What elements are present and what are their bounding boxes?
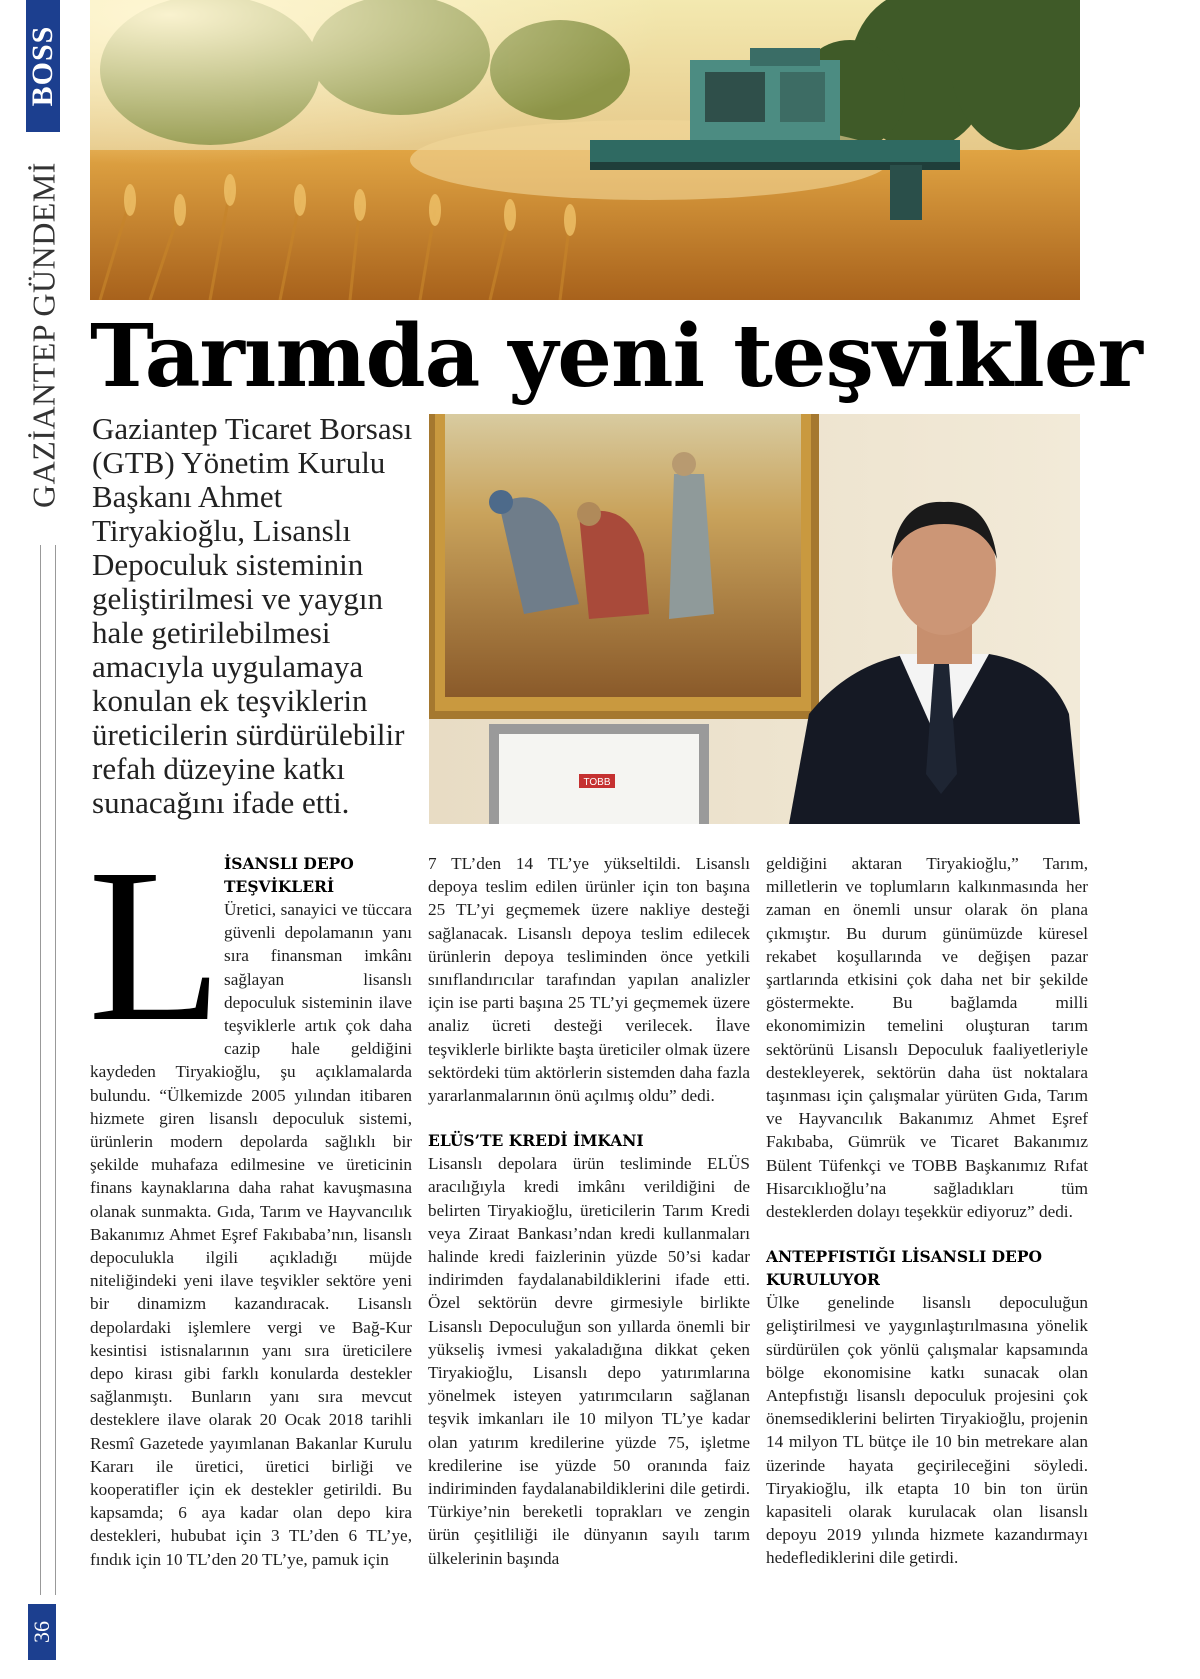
paragraph-continuation: geldiğini aktaran Tiryakioğlu,” Tarım, milletlerin ve toplumların kalkınmasında her zaman en önemli unsur olarak ön plana çıkmıştır. Bu durum günümüzde küresel rekabet koşullarında ve değişen pazar şartlarında etkisini çok daha net bir şekilde göstermekte. Bu bağlamda milli ekonomimizin temelini oluşturan tarım sektörünü Lisanslı Depoculuk faaliyetleriyle destekleyerek, sektörün daha üst noktalara taşınması için çalışmalar yürüten Gıda, Tarım ve Hayvancılık Bakanımız Ahmet Eşref Fakıbaba, Gümrük ve Ticaret Bakanımız Bülent Tüfenkçi ve TOBB Başkanımız Rıfat Hisarcıklıoğlu’na sağladıkları tüm desteklerden dolayı teşekkür ediyoruz” dedi. [766, 854, 1088, 1222]
article-column-2 [428, 852, 750, 1570]
section-body-licensed-depot: Üretici, sanayici ve tüccara güvenli depolamanın yanı sıra finansman imkânı sağlayan lisanslı depoculuk sisteminin ilave teşviklerle artık çok daha cazip hale geldiğini kaydeden Tiryakioğlu, şu açıklamalarda bulundu. “Ülkemizde 2005 yılından itibaren hizmete giren lisanslı depoculuk sistemi, ürünlerin modern depolarda sağlıklı bir şekilde muhafaza edilmesine ve üreticinin finans kaynaklarına daha rahat kavuşmasına olanak sunmakta. Gıda, Tarım ve Hayvancılık Bakanımız Ahmet Eşref Fakıbaba’nın, lisanslı depoculukla ilgili açıkladığı müjde niteliğindeki yeni ilave teşvikler sektöre yeni bir dinamizm kazandıracak. Lisanslı depolardaki işlemlere vergi ve Bağ-Kur kesintisi istisnalarının yanı sıra üreticilere depo kirası gibi farklı konularda destekler sağlanmıştı. Bunların yanı sıra mevcut desteklere ilave olarak 20 Ocak 2018 tarihli Resmî Gazetede yayımlanan Bakanlar Kurulu Kararı ile üretici, üretici birliği ve kooperatifler için ek destekler getirildi. Bu kapsamda; 6 aya kadar olan depo kira destekleri, hububat için 3 TL’den 6 TL’ye, fındık için 10 TL’den 20 TL’ye, pamuk için [90, 900, 412, 1569]
page-number-text: 36 [29, 1621, 54, 1643]
section-body-pistachio-depot: Ülke genelinde lisanslı depoculuğun geliştirilmesi ve yaygınlaştırılmasına yönelik sürdürülen çok yönlü çalışmalar kapsamında bölge ekonomisine katkı sunacak olan Antepfıstığı lisanslı depoculuk projesini çok önemsediklerini belirten Tiryakioğlu, projenin 14 milyon TL bütçe ile 10 bin metrekare alan üzerinde hayata geçirileceğini söyledi. Tiryakioğlu, ilk etapta 10 bin ton ürün kapasiteli olarak kurulacak olan lisanslı depoyu 2019 yılında hizmete kazandırmayı hedeflediklerini dile getirdi. [766, 1293, 1088, 1568]
portrait-photo [429, 414, 1080, 824]
magazine-logo-text: BOSS [26, 25, 59, 107]
section-heading-pistachio-depot: ANTEPFISTIĞI LİSANSLI DEPO KURULUYOR [766, 1247, 1043, 1290]
article-column-1 [88, 823, 412, 1571]
spine-divider [40, 545, 56, 1595]
page-number [28, 1604, 56, 1660]
article-intro: Gaziantep Ticaret Borsası (GTB) Yönetim Kurulu Başkanı Ahmet Tiryakioğlu, Lisanslı Depoculuk sisteminin geliştirilmesi ve yaygın hale getirilebilmesi amacıyla uygulamaya konulan ek teşviklerin üreticilerin sürdürülebilir refah düzeyine katkı sunacağını ifade etti. [92, 411, 413, 820]
drop-cap: L [88, 823, 223, 1067]
magazine-logo [26, 0, 60, 132]
hero-image-harvester [90, 0, 1080, 300]
article-column-3 [766, 852, 1088, 1570]
section-heading-licensed-depot: İSANSLI DEPO TEŞVİKLERİ [224, 854, 354, 896]
page-spine [0, 0, 60, 1679]
plaque-logo-text: TOBB [583, 777, 611, 788]
section-heading-elus-credit: ELÜS’TE KREDİ İMKANI [428, 1131, 644, 1151]
article-headline: Tarımda yeni teşvikler [90, 306, 1142, 407]
section-title [25, 140, 62, 530]
section-body-elus-credit: Lisanslı depolara ürün tesliminde ELÜS aracılığıyla kredi imkânı verildiğini de belirten Tiryakioğlu, üreticilerin Tarım Kredi veya Ziraat Bankası’ndan kredi kullanmaları halinde kredi faizlerinin yüzde 50’si kadar indirimden faydalanabildiklerini ifade etti. Özel sektörün devre girmesiyle birlikte Lisanslı Depoculuğun son yıllarda önemli bir yükseliş ivmesi yakaladığına dikkat çeken Tiryakioğlu, Lisanslı depo yatırımlarına yönelmek isteyen yatırımcıların sağlanan teşvik imkanları ile 10 milyon TL’ye kadar olan yatırım kredilerine yüzde 75, işletme kredilerine ise yüzde 50 oranında faiz indiriminden faydalanabildiklerini dile getirdi. Türkiye’nin bereketli toprakları ve zengin ürün çeşitliliği ile dünyanın sayılı tarım ülkelerinin başında [428, 1154, 750, 1568]
section-title-text: GAZİANTEP GÜNDEMİ [25, 162, 62, 508]
paragraph-continuation: 7 TL’den 14 TL’ye yükseltildi. Lisanslı depoya teslim edilen ürünler için ton başına 25 TL’yi geçmemek üzere nakliye desteği sağlanacak. Lisanslı depoya teslim edilecek ürünlerin depoya tesliminden önce yetkili sınıflandırıcılar tarafından yapılan analizler için ise parti başına 25 TL’yi geçmemek üzere analiz ücreti desteği verilecek. İlave teşviklerle birlikte başta üreticiler olmak üzere sektördeki tüm aktörlerin sistemden daha fazla yararlanmalarının önü açılmış oldu” dedi. [428, 854, 750, 1106]
